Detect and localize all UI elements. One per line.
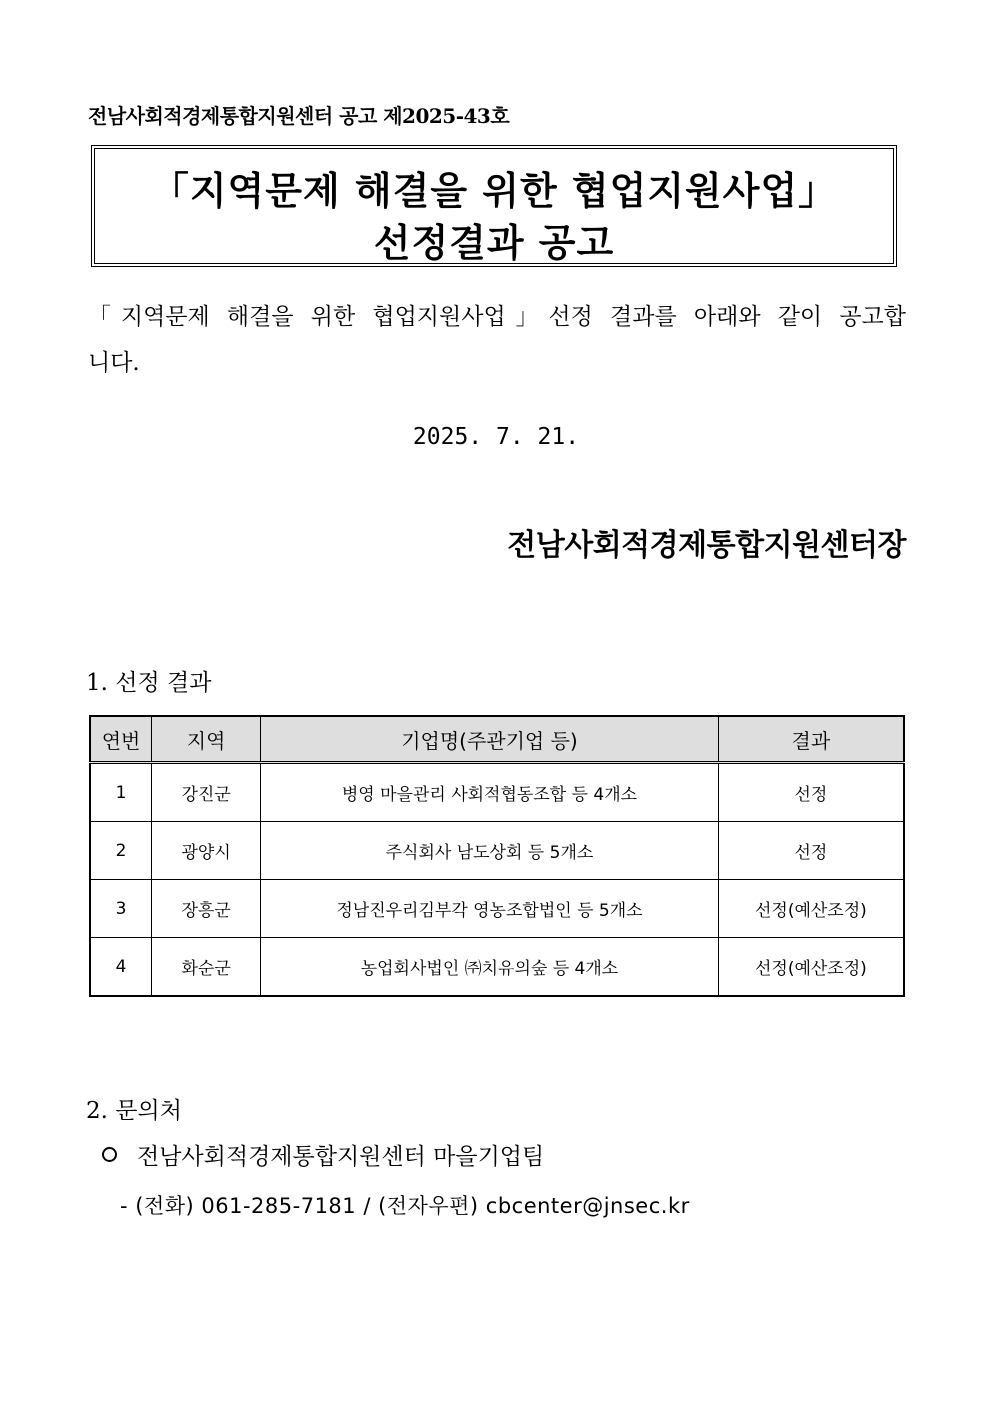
table-header-row [90, 716, 904, 763]
cell-company: 주식회사 남도상회 등 5개소 [261, 822, 719, 880]
cell-region: 화순군 [152, 938, 261, 997]
intro-line-1: 「지역문제 해결을 위한 협업지원사업」선정 결과를 아래와 같이 공고합 [88, 304, 906, 330]
cell-no: 4 [90, 938, 152, 997]
intro-line-2: 니다. [88, 350, 140, 376]
cell-result: 선정(예산조정) [718, 938, 904, 997]
intro-paragraph [88, 294, 906, 386]
contact-team [102, 1138, 544, 1171]
title-box [91, 145, 897, 267]
table-row [90, 822, 904, 880]
circle-bullet-icon [102, 1147, 117, 1162]
notice-number: 전남사회적경제통합지원센터 공고 제2025-43호 [88, 104, 510, 128]
table-row [90, 880, 904, 938]
cell-region: 장흥군 [152, 880, 261, 938]
cell-no: 3 [90, 880, 152, 938]
cell-company: 정남진우리김부각 영농조합법인 등 5개소 [261, 880, 719, 938]
header-region: 지역 [152, 716, 261, 763]
section-1-title: 1. 선정 결과 [86, 670, 212, 696]
table-row [90, 763, 904, 822]
cell-region: 광양시 [152, 822, 261, 880]
cell-result: 선정 [718, 822, 904, 880]
cell-company: 농업회사법인 ㈜치유의숲 등 4개소 [261, 938, 719, 997]
header-no: 연번 [90, 716, 152, 763]
header-company: 기업명(주관기업 등) [261, 716, 719, 763]
contact-team-label: 전남사회적경제통합지원센터 마을기업팀 [137, 1144, 545, 1170]
section-2-title: 2. 문의처 [86, 1098, 182, 1124]
cell-no: 2 [90, 822, 152, 880]
cell-result: 선정 [718, 763, 904, 822]
header-result: 결과 [718, 716, 904, 763]
table-row [90, 938, 904, 997]
notice-date: 2025. 7. 21. [412, 424, 580, 450]
signer: 전남사회적경제통합지원센터장 [507, 528, 906, 563]
title-line-2: 선정결과 공고 [373, 221, 615, 265]
cell-company: 병영 마을관리 사회적협동조합 등 4개소 [261, 763, 719, 822]
title-line-1: 「지역문제 해결을 위한 협업지원사업」 [150, 169, 838, 213]
contact-details: - (전화) 061-285-7181 / (전자우편) cbcenter@jnsec.kr [120, 1194, 690, 1218]
cell-region: 강진군 [152, 763, 261, 822]
cell-result: 선정(예산조정) [718, 880, 904, 938]
cell-no: 1 [90, 763, 152, 822]
results-table [89, 715, 905, 997]
